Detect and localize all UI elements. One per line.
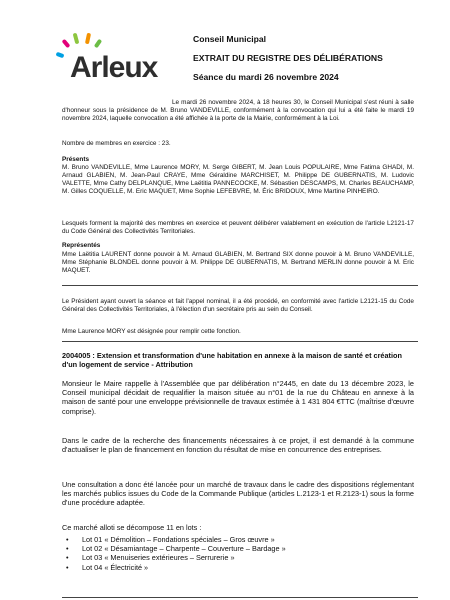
present-list: M. Bruno VANDEVILLE, Mme Laurence MORY, M. Serge GIBERT, M. Jean Louis POPULAIRE, Mme Fatima GHADI, M. Arnaud GLABIEN, M. Jean-Paul CRAYE, Mme Géraldine MARCHISET, M. Philippe DE GUBERNATIS, M. Ludovic VALETTE, Mme Cathy DELPLANQUE, Mme Laëtitia PANNECOCKE, M. Sébastien DESCAMPS, M. Charles BEAUCHAMP, M. Gilles COQUELLE, M. Eric MAQUET, Mme Sophie LEFEBVRE, M. Éric BRIDOUX, Mme Martine PINHEIRO. xyxy=(62,164,414,195)
bullet: • xyxy=(66,544,69,554)
footer-divider xyxy=(62,597,418,598)
meeting-intro: Le mardi 26 novembre 2024, à 18 heures 30, le Conseil Municipal s'est réuni à salle d'honneur sous la présidence de M. Bruno VANDEVILLE, conformément à la convocation qui lui a été faite le mardi 19 novembre 2024, laquelle convocation a été affichée à la porte de la Mairie, conformément à la Loi. xyxy=(62,99,414,122)
register-extract-title: EXTRAIT DU REGISTRE DES DÉLIBÉRATIONS xyxy=(193,53,383,63)
proxy-list: Mme Laëtitia LAURENT donne pouvoir à M. Arnaud GLABIEN, M. Bertrand SIX donne pouvoir à M. Bruno VANDEVILLE, Mme Stéphanie BLONDEL donne pouvoir à M. Philippe DE GUBERNATIS, M. Bertrand MERLIN donne pouvoir à M. Eric MAQUET. xyxy=(62,251,414,274)
quorum-statement: Lesquels forment la majorité des membres en exercice et peuvent délibérer valablement en exécution de l'article L2121-17 du Code Général des Collectivités Territoriales. xyxy=(62,220,414,235)
bullet: • xyxy=(66,562,69,572)
divider xyxy=(62,341,418,342)
deliberation-title: 2004005 : Extension et transformation d'une habitation en annexe à la maison de santé et création d'un logement de service - Attribution xyxy=(62,351,402,370)
bullet: • xyxy=(66,553,69,563)
list-item xyxy=(62,553,414,562)
roll-call-statement: Le Président ayant ouvert la séance et fait l'appel nominal, il a été procédé, en conformité avec l'article L2121-15 du Code Général des Collectivités Territoriales, à l'élection d'un secrétaire pris au sein du Conseil. xyxy=(62,298,414,313)
lot-label: Lot 01 « Démolition – Fondations spéciales – Gros œuvre » xyxy=(82,535,275,544)
session-date: Séance du mardi 26 novembre 2024 xyxy=(193,72,339,82)
member-count: Nombre de membres en exercice : 23. xyxy=(62,140,171,147)
bullet: • xyxy=(66,535,69,544)
lots-list xyxy=(62,535,414,572)
arleux-logo xyxy=(56,33,166,83)
logo-ray xyxy=(94,39,102,49)
lot-label: Lot 04 « Électricité » xyxy=(82,562,149,572)
present-heading: Présents xyxy=(62,156,89,163)
represented-heading: Représentés xyxy=(62,242,101,249)
logo-ray xyxy=(73,33,80,45)
deliberation-paragraph-1: Monsieur le Maire rappelle à l'Assemblée que par délibération n°2445, en date du 13 décembre 2023, le Conseil municipal décidait de requalifier la maison située au n°01 de la rue du Château en annexe à la maison de santé pour une enveloppe prévisionnelle de travaux estimée à 1 431 804 €TTC (maîtrise d'œuvre comprise). xyxy=(62,379,414,416)
deliberation-paragraph-2: Dans le cadre de la recherche des financements nécessaires à ce projet, il est demandé à la commune d'actualiser le plan de financement en fonction du résultat de mise en concurrence des entreprises. xyxy=(62,436,414,455)
lots-intro: Ce marché alloti se décompose 11 en lots : xyxy=(62,523,202,532)
council-title: Conseil Municipal xyxy=(193,34,267,44)
divider xyxy=(62,285,418,286)
lot-label: Lot 02 « Désamiantage – Charpente – Couverture – Bardage » xyxy=(82,544,286,554)
logo-ray xyxy=(85,33,91,45)
list-item xyxy=(62,535,414,544)
logo-wordmark: Arleux xyxy=(70,51,158,84)
logo-ray xyxy=(56,52,65,58)
list-item xyxy=(62,563,414,572)
lot-label: Lot 03 « Menuiseries extérieures – Serrurerie » xyxy=(82,553,235,563)
secretary-designation: Mme Laurence MORY est désignée pour remplir cette fonction. xyxy=(62,328,241,335)
deliberation-paragraph-3: Une consultation a donc été lancée pour un marché de travaux dans le cadre des dispositions réglementant les marchés publics issues du Code de la Commande Publique (articles L.2123-1 et R.2123-1) sous la forme d'une procédure adaptée. xyxy=(62,480,414,508)
logo-ray xyxy=(62,39,71,48)
list-item xyxy=(62,544,414,553)
